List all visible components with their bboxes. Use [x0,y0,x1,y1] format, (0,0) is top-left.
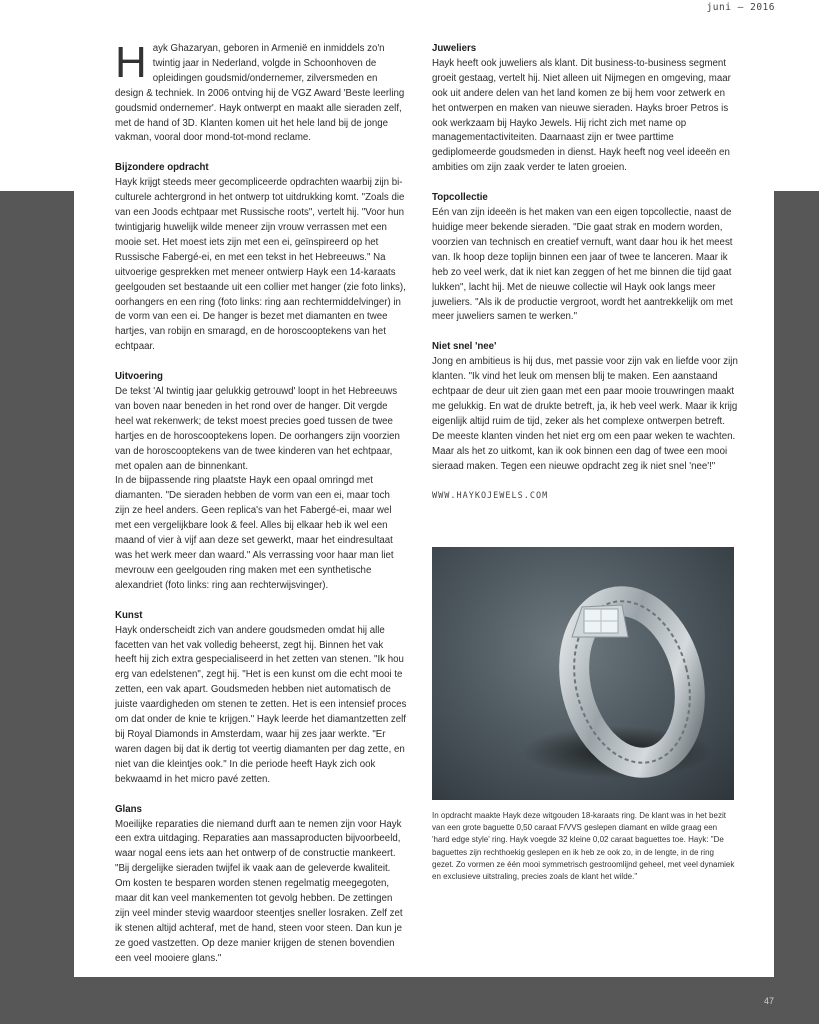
ring-photo [432,547,734,800]
photo-caption: In opdracht maakte Hayk deze witgouden 18-karaats ring. De klant was in het bezit van een grote baguette 0,50 caraat F/VVS geslepen diamant en wilde graag een 'hard edge style' ring. Hayk voegde 32 kleine 0,02 caraat baguettes toe. Hayk: "De baguettes zijn rechthoekig geslepen en ik heb ze ook zo, in de lengte, in de ring gezet. Zo vormen ze één mooi symmetrisch gestroomlijnd geheel, met veel dynamiek en exclusieve uitstraling, precies zoals de klant het wilde." [432,811,735,882]
section-heading: Niet snel 'nee' [432,341,497,353]
body-paragraph: Eén van zijn ideeën is het maken van een eigen topcollectie, naast de huidige meer bekende sieraden. "Die gaat strak en modern worden, voorzien van technisch en creatief vernuft, want daar hou ik het meest van. Ik hoop deze toplijn binnen een jaar of twee te lanceren. Maar ik heb zo veel werk, dat ik niet kan zeggen of het me binnen die tijd gaat lukken", lacht hij. Met de nieuwe collectie wil Hayk ook langs meer juweliers. "Als ik de productie vergroot, wordt het aantrekkelijk om met meer juweliers samen te werken." [432,207,733,323]
section-heading: Kunst [115,609,143,621]
intro-paragraph: Hayk Ghazaryan, geboren in Armenië en inmiddels zo'n twintig jaar in Nederland, volgde in Schoonhoven de opleidingen goudsmid/ondernemer, zilversmeden en design & techniek. In 2006 ontving hij de VGZ Award 'Beste leerling goudsmid ondernemer'. Hayk ontwerpt en maakt alle sieraden zelf, met de hand of 3D. Klanten komen uit het hele land bij de jonge vakman, vooral door mond-tot-mond reclame. [115,38,405,144]
left-column [115,38,407,967]
body-paragraph: Hayk heeft ook juweliers als klant. Dit business-to-business segment groeit gestaag, vertelt hij. Niet alleen uit Nijmegen en omgeving, maar ook uit andere delen van het land komen ze bij hem voor zetwerk en het ontwerpen en maken van nieuwe sieraden. Hayks broer Petros is ook werkzaam bij Hayko Jewels. Hij richt zich met name op managementactiviteiten. Daarnaast zijn er twee parttime gediplomeerde goudsmeden in dienst. Hayk heeft nog veel ideeën en ambities om zijn zaak verder te laten groeien. [432,57,731,174]
website-link[interactable]: WWW.HAYKOJEWELS.COM [432,491,549,502]
right-column [432,42,738,504]
body-paragraph: Hayk krijgt steeds meer gecompliceerde opdrachten waarbij zijn bi-culturele achtergrond in het ontwerp tot uitdrukking komt. "Zoals die van een Joods echtpaar met Russische roots", vertelt hij. "Voor hun twintigjarig huwelijk wilde meneer zijn vrouw verrassen met een mooie set. Het moest iets zijn met een ei, geïnspireerd op het Russische Fabergé-ei, en met een tekst in het Hebreeuws." Na uitvoerige gesprekken met meneer ontwierp Hayk een 14-karaats geelgouden set bestaande uit een collier met hanger (zie foto links), oorhangers en een ring (foto links: ring aan rechtermiddelvinger) in de vorm van een ei. De hanger is bezet met diamanten en twee hartjes, van robijn en smaragd, en de horoscooptekens van het echtpaar. [115,177,406,353]
body-paragraph: Jong en ambitieus is hij dus, met passie voor zijn vak en liefde voor zijn klanten. "Ik vind het leuk om mensen blij te maken. Een aanstaand echtpaar de deur uit zien gaan met een paar mooie trouwringen maakt me gelukkig. En wat de drukte betreft, ja, ik heb veel werk. Maar ik krijg eigenlijk altijd ruim de tijd, zeker als het complexe ontwerpen betreft. De meeste klanten vinden het niet erg om een paar weken te wachten. Maar als het zo uitkomt, kan ik ook binnen een dag of twee een mooi sieraad maken. Tegen een nieuwe opdracht zeg ik niet snel 'nee'!" [432,356,738,472]
section-heading: Glans [115,803,142,815]
section-heading: Topcollectie [432,192,488,204]
ring-illustration [432,547,734,800]
body-paragraph: Moeilijke reparaties die niemand durft aan te nemen zijn voor Hayk een extra uitdaging. Reparaties aan massaproducten bijvoorbeeld, waar nogal eens iets aan het ontwerp of de constructie mankeert. "Bij dergelijke sieraden twijfel ik vaak aan de geleverde kwaliteit. Om kosten te besparen worden stenen regelmatig meegegoten, maar dit kan veel mankementen tot gevolg hebben. De zettingen zijn veel minder stevig waardoor steentjes sneller losraken. Zelf zet ik stenen altijd achteraf, met de hand, steen voor steen. Dan kun je ze goed vastzetten. Op deze manier krijgen de stenen bovendien een veel mooiere glans." [115,818,403,964]
page-number: 47 [763,996,774,1006]
section-heading: Uitvoering [115,371,163,383]
body-paragraph: Hayk onderscheidt zich van andere goudsmeden omdat hij alle facetten van het vak volledig beheerst, zegt hij. Binnen het vak heeft hij zich extra gespecialiseerd in het zetten van stenen. "Ik hou erg van edelstenen", zegt hij. "Het is een kunst om die echt mooi te zetten, een vak apart. Goudsmeden hebben niet automatisch de juiste vaardigheden om stenen te zetten. Het is een intensief proces om dat onder de knie te krijgen." Hayk leerde het diamantzetten zelf bij Royal Diamonds in Amsterdam, waar hij zes jaar werkte. "Er waren dagen bij dat ik dertig tot veertig diamanten per dag zette, en niet van die kleintjes ook." In die periode heeft Hayk zich ook bekwaamd in het micro pavé zetten. [115,624,407,785]
body-paragraph: De tekst 'Al twintig jaar gelukkig getrouwd' loopt in het Hebreeuws van boven naar beneden in het rond over de hanger. Dit vergde heel wat rekenwerk; de tekst moest precies goed tussen de twee hartjes en de horoscooptekens lopen. De oorhangers zijn voorzien van de horoscooptekens van de twee kinderen van het echtpaar, met opalen aan de binnenkant. [115,386,400,472]
body-paragraph: In de bijpassende ring plaatste Hayk een opaal omringd met diamanten. "De sieraden hebben de vorm van een ei, maar toch zijn ze heel anders. Geen replica's van het Fabergé-ei, maar wel met een vergelijkbare look & feel. Alles bij elkaar heb ik wel een maand of vier à vijf aan deze set gewerkt, maar het eindresultaat was het werk meer dan waard." Als verrassing voor haar man liet mevrouw een geelgouden ring maken met een synthetische alexandriet (foto links: ring aan rechterwijsvinger). [115,475,394,591]
section-heading: Juweliers [432,43,477,54]
section-heading: Bijzondere opdracht [115,162,209,174]
drop-cap: H [115,38,147,87]
issue-date: juni — 2016 [706,2,775,13]
